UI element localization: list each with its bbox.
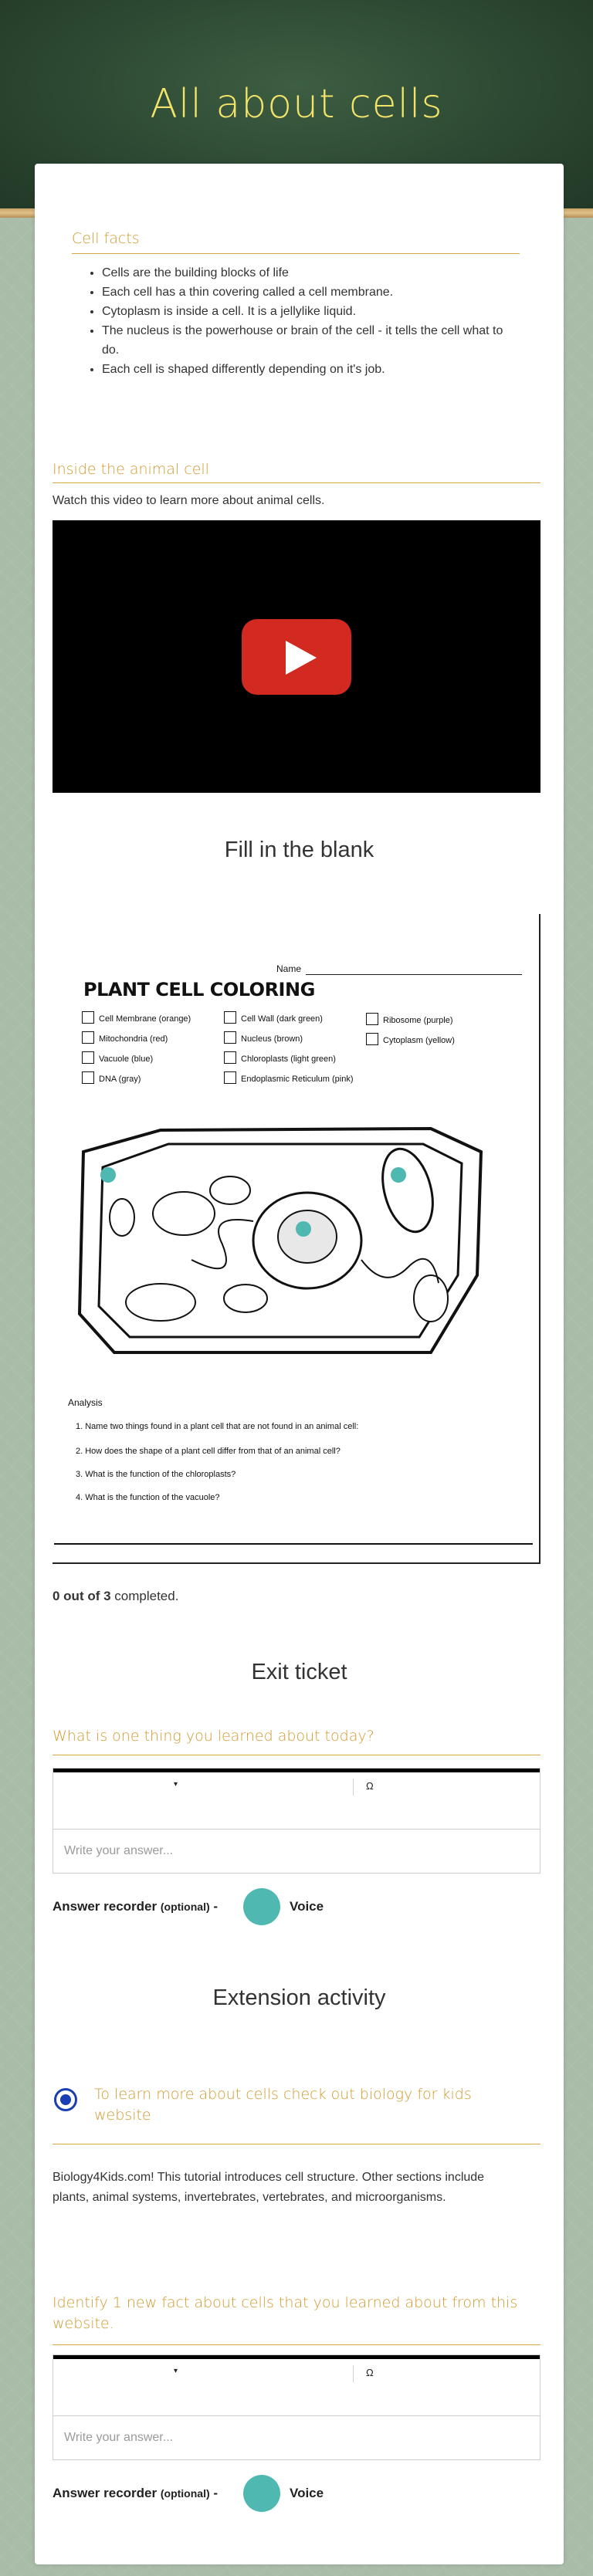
worksheet-question: 3. What is the function of the chloroplasts? <box>76 1470 236 1479</box>
legend-checkbox <box>82 1031 94 1044</box>
plant-cell-diagram <box>68 1121 500 1360</box>
special-character-icon[interactable]: Ω <box>366 1780 374 1792</box>
progress-suffix: completed. <box>110 1589 179 1603</box>
legend-checkbox <box>82 1011 94 1024</box>
extension-question-rule <box>53 2344 540 2345</box>
toolbar-separator <box>353 2365 354 2382</box>
extension-description: Biology4Kids.com! This tutorial introduces cell structure. Other sections include plants, animal systems, invertebrates, vertebrates, and microorganisms. <box>53 2171 485 2204</box>
legend-checkbox <box>82 1071 94 1084</box>
worksheet-question: 1. Name two things found in a plant cell that are not found in an animal cell: <box>76 1422 359 1431</box>
analysis-label: Analysis <box>68 1397 103 1408</box>
legend-label: Nucleus (brown) <box>241 1034 303 1044</box>
cell-facts-heading: Cell facts <box>72 230 140 247</box>
voice-record-button[interactable] <box>243 1888 280 1925</box>
list-item: • Cytoplasm is inside a cell. It is a jellylike liquid. <box>102 302 519 321</box>
legend-checkbox <box>366 1033 378 1045</box>
page-title: All about cells <box>150 81 443 127</box>
list-item: • Cells are the building blocks of life <box>102 263 519 283</box>
legend-label: Cytoplasm (yellow) <box>383 1036 455 1045</box>
list-item: • Each cell is shaped differently depending on it's job. <box>102 360 519 379</box>
recorder-label-text: Answer recorder <box>53 2486 158 2500</box>
legend-checkbox <box>224 1031 236 1044</box>
recorder-dash: - <box>209 1899 219 1914</box>
animal-cell-text: Watch this video to learn more about animal cells. <box>53 494 325 507</box>
progress-text <box>53 1589 178 1604</box>
exit-ticket-heading: Exit ticket <box>251 1660 347 1684</box>
link-icon <box>54 2088 77 2111</box>
special-character-icon[interactable]: Ω <box>366 2367 374 2378</box>
legend-label: Vacuole (blue) <box>99 1054 154 1064</box>
worksheet-name-label: Name <box>276 963 302 974</box>
fill-blank-heading: Fill in the blank <box>224 838 374 862</box>
format-dropdown-icon[interactable]: ▾ <box>174 2367 178 2375</box>
recorder-optional: (optional) <box>160 2487 210 2500</box>
exit-ticket-editor <box>53 1768 540 1874</box>
legend-label: Cell Wall (dark green) <box>241 1014 323 1024</box>
worksheet-border-line <box>54 1543 533 1545</box>
answer-recorder-label <box>53 2486 218 2501</box>
cell-facts-list <box>102 263 519 379</box>
progress-count: 0 out of 3 <box>53 1589 111 1603</box>
legend-label: DNA (gray) <box>99 1075 141 1084</box>
plant-cell-worksheet <box>53 914 540 1564</box>
legend-checkbox <box>224 1051 236 1064</box>
legend-checkbox <box>366 1013 378 1025</box>
legend-label: Ribosome (purple) <box>383 1016 453 1025</box>
worksheet-question: 4. What is the function of the vacuole? <box>76 1493 220 1502</box>
extension-editor <box>53 2354 540 2460</box>
voice-label: Voice <box>290 2486 324 2500</box>
legend-checkbox <box>82 1051 94 1064</box>
legend-label: Cell Membrane (orange) <box>99 1014 191 1024</box>
format-dropdown-icon[interactable]: ▾ <box>174 1780 178 1789</box>
list-item: • The nucleus is the powerhouse or brain of the cell - it tells the cell what to do. <box>102 321 519 360</box>
play-icon <box>286 641 317 675</box>
legend-label: Mitochondria (red) <box>99 1034 168 1044</box>
editor-toolbar <box>53 2359 540 2416</box>
extension-heading: Extension activity <box>212 1985 386 2010</box>
worksheet-question: 2. How does the shape of a plant cell differ from that of an animal cell? <box>76 1447 341 1456</box>
worksheet-name-line <box>306 974 522 975</box>
editor-toolbar <box>53 1772 540 1830</box>
recorder-optional: (optional) <box>160 1901 210 1913</box>
extension-question: Identify 1 new fact about cells that you learned about from this website. <box>53 2294 518 2332</box>
answer-input[interactable]: Write your answer... <box>64 2431 174 2444</box>
legend-label: Chloroplasts (light green) <box>241 1054 336 1064</box>
answer-recorder-label <box>53 1899 218 1914</box>
legend-checkbox <box>224 1011 236 1024</box>
recorder-dash: - <box>209 2486 219 2500</box>
voice-record-button[interactable] <box>243 2475 280 2512</box>
animal-cell-heading: Inside the animal cell <box>53 461 209 478</box>
toolbar-separator <box>353 1779 354 1796</box>
voice-label: Voice <box>290 1899 324 1914</box>
animal-cell-rule <box>53 482 540 483</box>
biology-kids-link[interactable]: To learn more about cells check out biology for kids website <box>94 2086 472 2124</box>
cell-facts-rule <box>72 253 520 254</box>
worksheet-title: PLANT CELL COLORING <box>83 979 315 1000</box>
legend-label: Endoplasmic Reticulum (pink) <box>241 1075 354 1084</box>
exit-ticket-question: What is one thing you learned about today? <box>53 1728 374 1745</box>
legend-checkbox <box>224 1071 236 1084</box>
recorder-label-text: Answer recorder <box>53 1899 158 1914</box>
answer-input[interactable]: Write your answer... <box>64 1844 174 1857</box>
list-item: • Each cell has a thin covering called a cell membrane. <box>102 283 519 302</box>
